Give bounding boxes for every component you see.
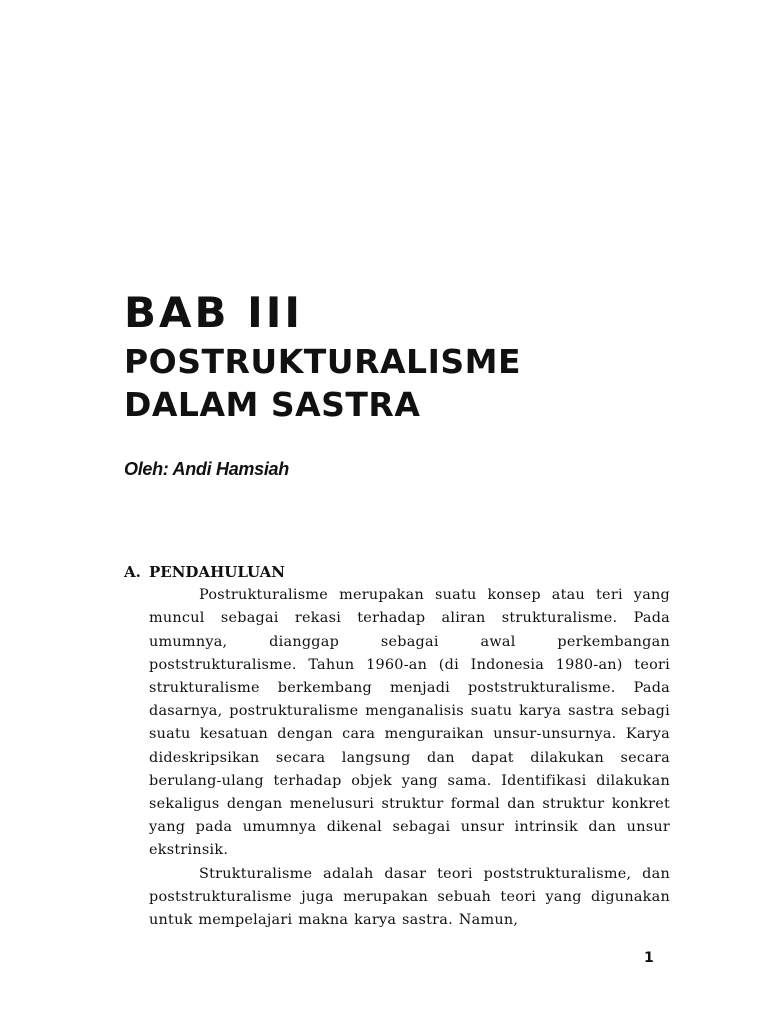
- paragraph-1: Postrukturalisme merupakan suatu konsep atau teri yang muncul sebagai rekasi terhadap aliran strukturalisme. Pada umumnya, dianggap sebagai awal perkembangan poststrukturalisme. Tahun 1960-an (di Indonesia 1980-an) teori strukturalisme berkembang menjadi poststrukturalisme. Pada dasarnya, postrukturalisme menganalisis suatu karya sastra sebagi suatu kesatuan dengan cara menguraikan unsur-unsurnya. Karya dideskripsikan secara langsung dan dapat dilakukan secara berulang-ulang terhadap objek yang sama. Identifikasi dilakukan sekaligus dengan menelusuri struktur formal dan struktur konkret yang pada umumnya dikenal sebagai unsur intrinsik dan unsur ekstrinsik.: [149, 587, 670, 859]
- section-heading: [124, 561, 670, 584]
- chapter-title-line-2: DALAM SASTRA: [124, 385, 421, 424]
- chapter-title: [124, 340, 521, 426]
- section-introduction: [124, 561, 670, 932]
- chapter-title-line-1: POSTRUKTURALISME: [124, 342, 522, 381]
- section-letter: A.: [124, 563, 141, 581]
- paragraph-2: Strukturalisme adalah dasar teori poststrukturalisme, dan poststrukturalisme juga merupakan sebuah teori yang digunakan untuk mempelajari makna karya sastra. Namun,: [149, 865, 670, 929]
- chapter-label: BAB III: [124, 288, 304, 337]
- author-byline: Oleh: Andi Hamsiah: [124, 459, 289, 479]
- page-number: 1: [644, 950, 654, 966]
- section-body: [149, 584, 670, 932]
- section-heading-text: PENDAHULUAN: [149, 563, 286, 581]
